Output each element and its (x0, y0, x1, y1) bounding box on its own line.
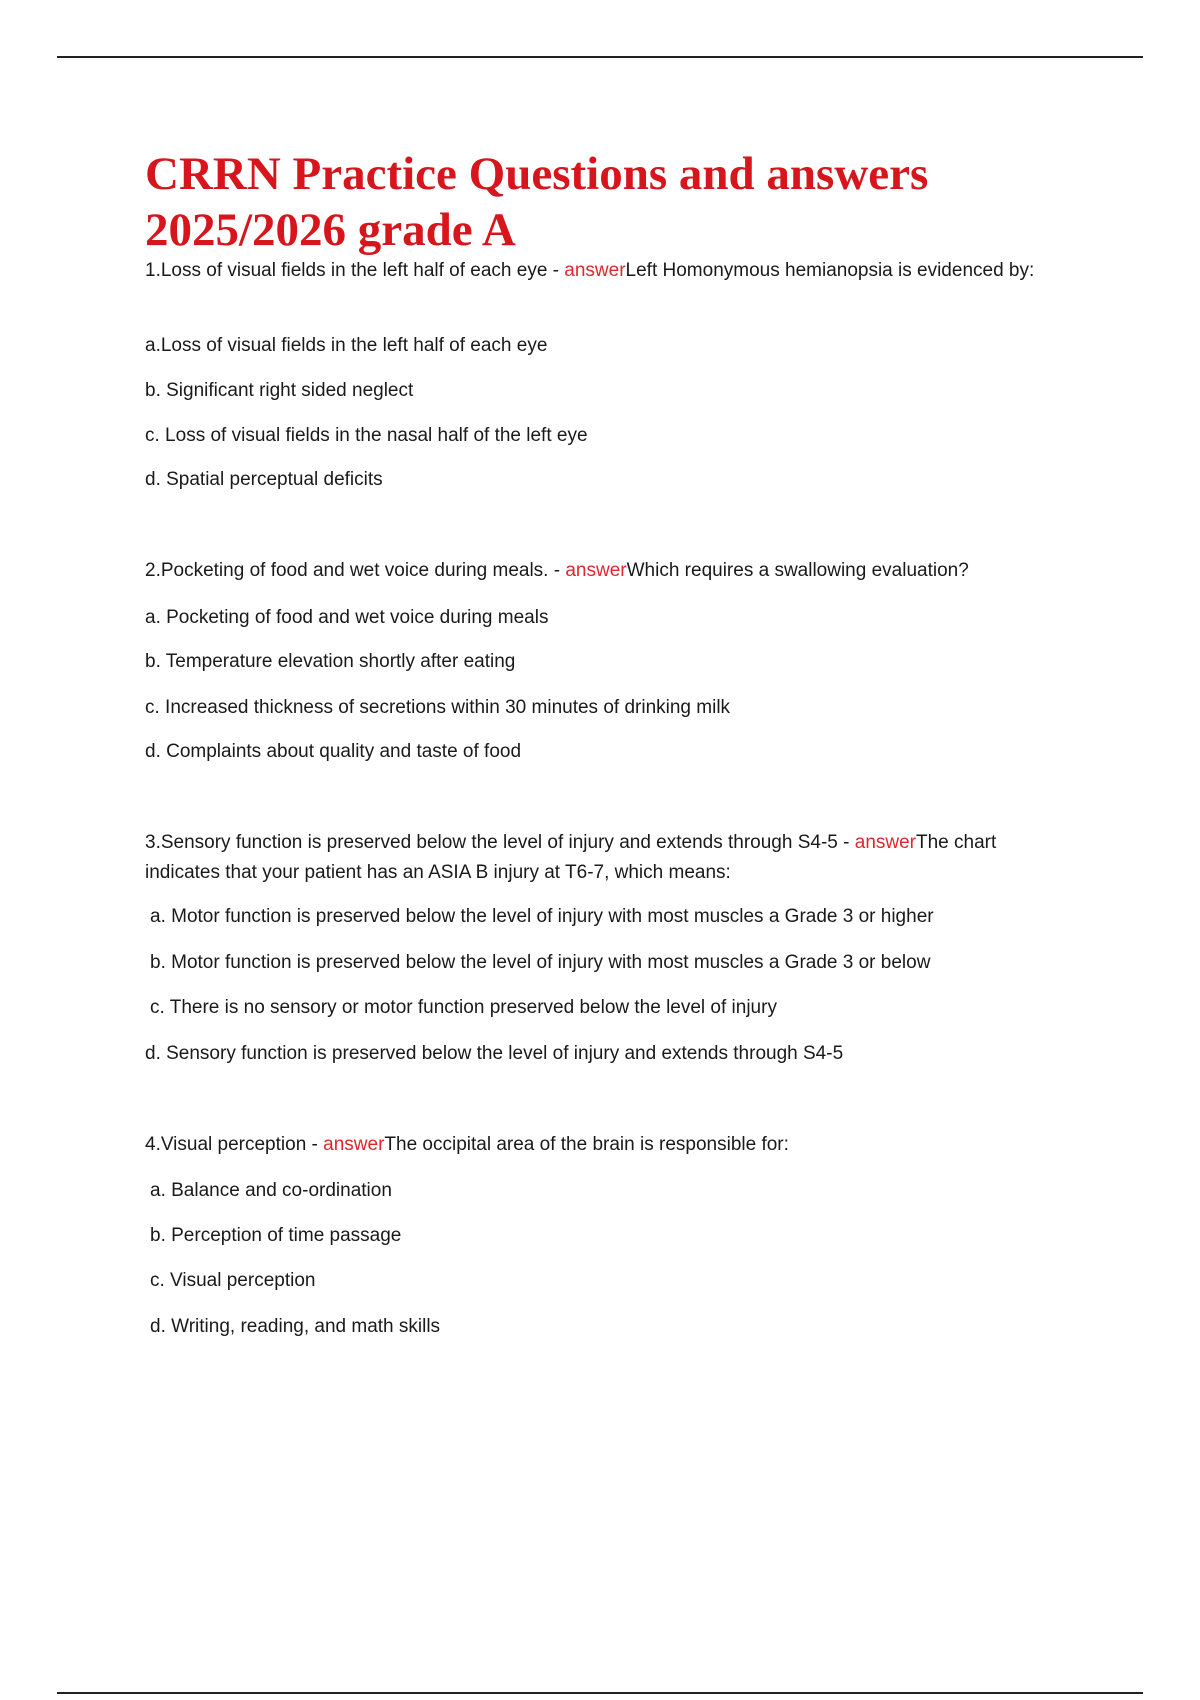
question-4-option-c: c. Visual perception (150, 1270, 316, 1291)
answer-label: answer (565, 560, 627, 581)
question-2-option-c: c. Increased thickness of secretions within 30 minutes of drinking milk (145, 697, 731, 718)
question-2-prompt: 2.Pocketing of food and wet voice during meals. - (145, 560, 566, 581)
question-1-option-c: c. Loss of visual fields in the nasal half of the left eye (145, 425, 588, 446)
question-4-option-b: b. Perception of time passage (150, 1225, 402, 1246)
question-2 (145, 556, 1065, 586)
title-line-2: 2025/2026 grade A (145, 204, 516, 256)
footer-rule (57, 1692, 1143, 1694)
question-1-option-b: b. Significant right sided neglect (145, 380, 414, 401)
question-2-text: Which requires a swallowing evaluation? (626, 560, 969, 581)
title-line-1: CRRN Practice Questions and answers (145, 148, 929, 200)
question-3-option-b: b. Motor function is preserved below the level of injury with most muscles a Grade 3 or below (150, 952, 931, 973)
question-4-text: The occipital area of the brain is responsible for: (384, 1134, 789, 1155)
question-1-option-a: a.Loss of visual fields in the left half of each eye (145, 335, 548, 356)
question-2-option-b: b. Temperature elevation shortly after eating (145, 651, 516, 672)
question-3-option-c: c. There is no sensory or motor function preserved below the level of injury (150, 997, 777, 1018)
question-4 (145, 1130, 1065, 1160)
question-2-option-a: a. Pocketing of food and wet voice during meals (145, 607, 549, 628)
question-3 (145, 828, 1065, 888)
question-1-text: Left Homonymous hemianopsia is evidenced by: (625, 260, 1035, 281)
answer-label: answer (854, 832, 916, 853)
question-1-prompt: 1.Loss of visual fields in the left half of each eye - (145, 260, 565, 281)
question-3-option-d: d. Sensory function is preserved below the level of injury and extends through S4-5 (145, 1043, 844, 1064)
question-4-prompt: 4.Visual perception - (145, 1134, 324, 1155)
document-title (145, 146, 1045, 258)
answer-label: answer (564, 260, 626, 281)
question-4-option-d: d. Writing, reading, and math skills (150, 1316, 441, 1337)
question-2-option-d: d. Complaints about quality and taste of food (145, 741, 522, 762)
answer-label: answer (323, 1134, 385, 1155)
question-3-option-a: a. Motor function is preserved below the level of injury with most muscles a Grade 3 or higher (150, 906, 934, 927)
question-3-prompt: 3.Sensory function is preserved below the level of injury and extends through S4-5 - (145, 832, 855, 853)
header-rule (57, 56, 1143, 58)
question-3-text: The chart indicates that your patient has an ASIA B injury at T6-7, which means: (145, 832, 997, 883)
question-1 (145, 256, 1065, 286)
question-4-option-a: a. Balance and co-ordination (150, 1180, 392, 1201)
question-1-option-d: d. Spatial perceptual deficits (145, 469, 383, 490)
